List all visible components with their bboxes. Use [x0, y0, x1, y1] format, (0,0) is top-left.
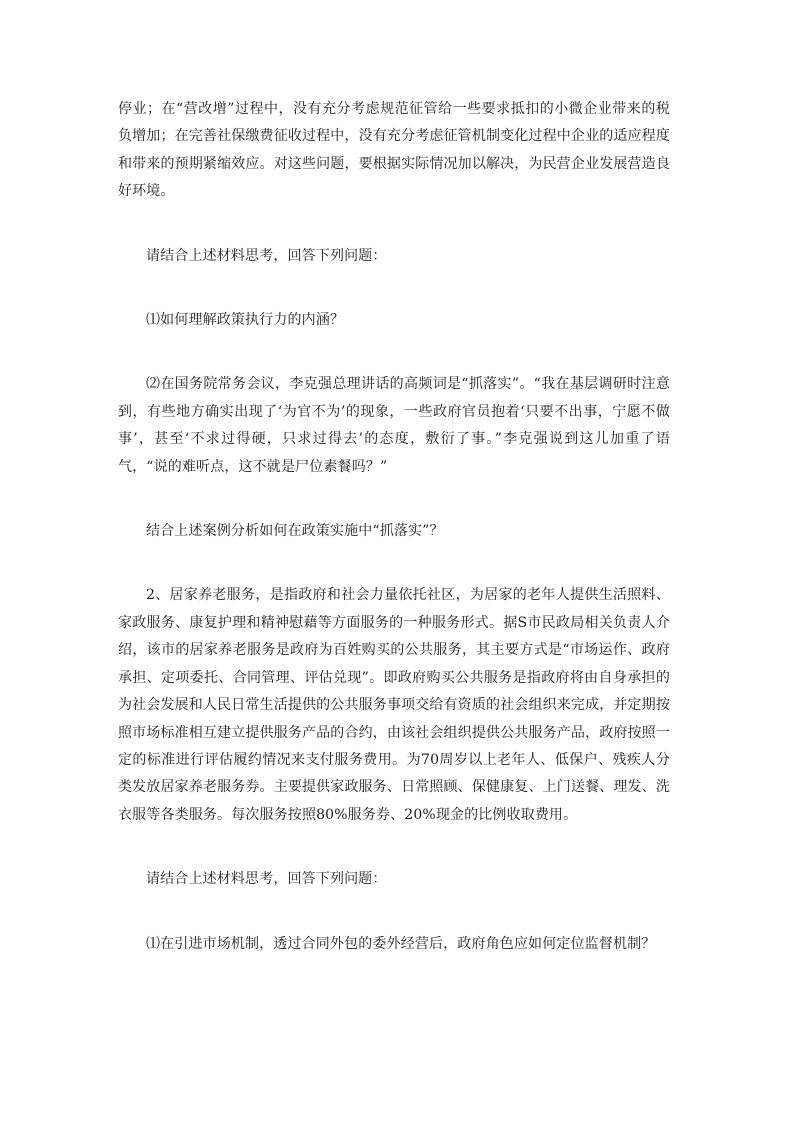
paragraph-case-question: 结合上述案例分析如何在政策实施中“抓落实”？ [146, 523, 444, 540]
paragraph-instruction-2: 请结合上述材料思考，回答下列问题： [146, 871, 387, 888]
paragraph-question-1: ⑴如何理解政策执行力的内涵？ [146, 312, 345, 329]
paragraph-question-2: ⑵在国务院常务会议，李克强总理讲话的高频词是“抓落实”。“我在基层调研时注意到，有些地方确实出现了‘为官不为’的现象，一些政府官员抱着‘只要不出事，宁愿不做事’，甚至‘不求过得硬，只求过得去’的态度，敷衍了事。”李克强说到这儿加重了语气，“说的难听点，这不就是尸位素餐吗？” [118, 376, 670, 475]
paragraph-material-2: 2、居家养老服务，是指政府和社会力量依托社区，为居家的老年人提供生活照料、家政服务、康复护理和精神慰藉等方面服务的一种服务形式。据S市民政局相关负责人介绍，该市的居家养老服务是政府为百姓购买的公共服务，其主要方式是“市场运作、政府承担、定项委托、合同管理、评估兑现”。即政府购买公共服务是指政府将由自身承担的为社会发展和人民日常生活提供的公共服务事项交给有资质的社会组织来完成，并定期按照市场标准相互建立提供服务产品的合约，由该社会组织提供公共服务产品，政府按照一定的标准进行评估履约情况来支付服务费用。为70周岁以上老年人、低保户、残疾人分类发放居家养老服务券。主要提供家政服务、日常照顾、保健康复、上门送餐、理发、洗衣服等各类服务。每次服务按照80%服务券、20%现金的比例收取费用。 [118, 587, 670, 823]
document-body [118, 96, 670, 958]
paragraph-instruction: 请结合上述材料思考，回答下列问题： [146, 247, 387, 264]
paragraph-continuation: 停业；在“营改增”过程中，没有充分考虑规范征管给一些要求抵扣的小微企业带来的税负增加；在完善社保缴费征收过程中，没有充分考虑征管机制变化过程中企业的适应程度和带来的预期紧缩效应。对这些问题，要根据实际情况加以解决，为民营企业发展营造良好环境。 [118, 101, 670, 200]
paragraph-question-3: ⑴在引进市场机制，透过合同外包的委外经营后，政府角色应如何定位监督机制？ [146, 935, 656, 952]
